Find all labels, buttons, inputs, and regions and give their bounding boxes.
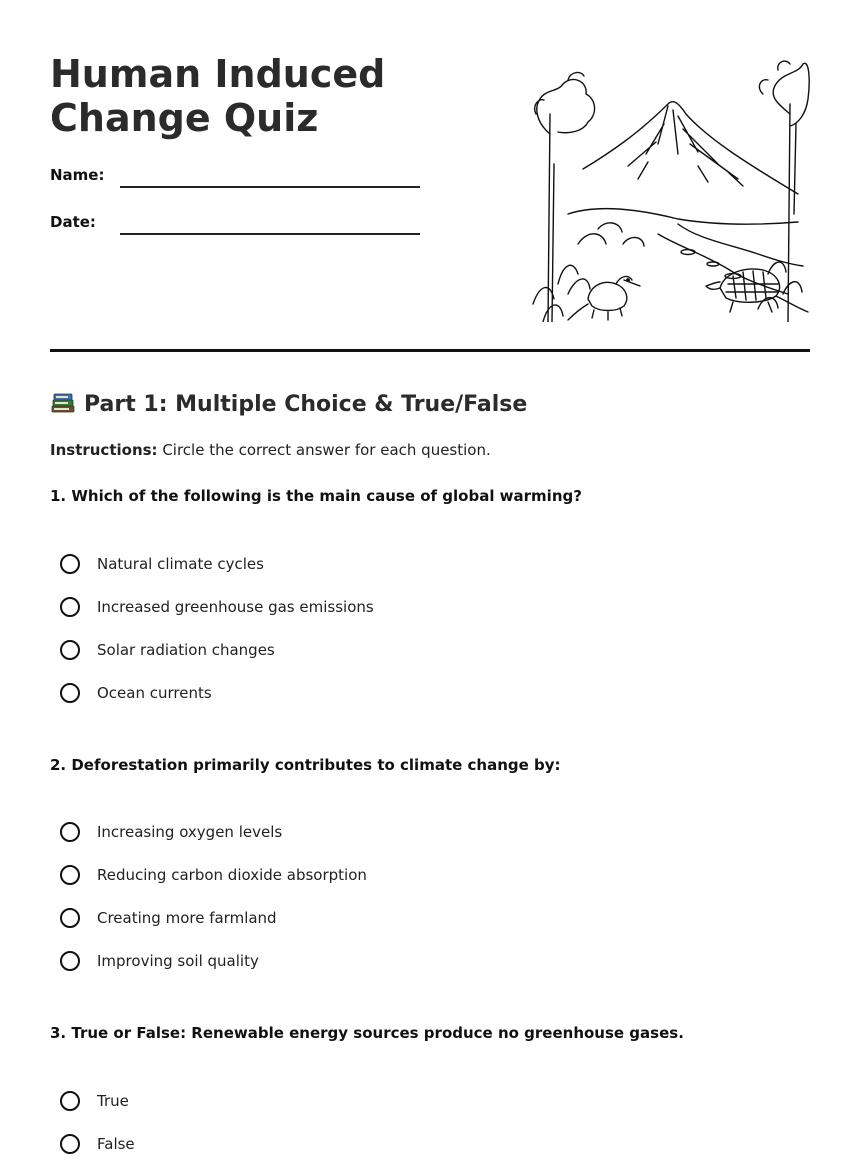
- option-label: Solar radiation changes: [97, 641, 275, 659]
- name-field[interactable]: [50, 166, 430, 192]
- instructions-label: Instructions:: [50, 441, 158, 459]
- option-label: Ocean currents: [97, 684, 212, 702]
- question-2: [50, 756, 810, 970]
- option-item[interactable]: [60, 1086, 129, 1116]
- name-label: Name:: [50, 166, 105, 184]
- question-text: 1. Which of the following is the main cause of global warming?: [50, 487, 582, 505]
- option-item[interactable]: [60, 860, 367, 890]
- radio-circle[interactable]: [60, 683, 80, 703]
- books-icon: [50, 389, 76, 415]
- option-label: False: [97, 1135, 135, 1153]
- question-text: 3. True or False: Renewable energy sources produce no greenhouse gases.: [50, 1024, 684, 1042]
- option-item[interactable]: [60, 592, 374, 622]
- date-label: Date:: [50, 213, 96, 231]
- instructions-text: Circle the correct answer for each question.: [157, 441, 491, 459]
- radio-circle[interactable]: [60, 908, 80, 928]
- radio-circle[interactable]: [60, 1091, 80, 1111]
- option-label: Natural climate cycles: [97, 555, 264, 573]
- option-item[interactable]: [60, 549, 264, 579]
- option-label: Increased greenhouse gas emissions: [97, 598, 374, 616]
- header-divider: [50, 349, 810, 352]
- radio-circle[interactable]: [60, 597, 80, 617]
- radio-circle[interactable]: [60, 1134, 80, 1154]
- quiz-header: [50, 0, 810, 417]
- radio-circle[interactable]: [60, 951, 80, 971]
- option-label: Increasing oxygen levels: [97, 823, 283, 841]
- date-underline[interactable]: [120, 233, 420, 235]
- option-item[interactable]: [60, 635, 275, 665]
- option-label: Reducing carbon dioxide absorption: [97, 866, 367, 884]
- part1-heading: [50, 389, 527, 417]
- option-label: Creating more farmland: [97, 909, 277, 927]
- radio-circle[interactable]: [60, 554, 80, 574]
- option-item[interactable]: [60, 946, 259, 976]
- radio-circle[interactable]: [60, 865, 80, 885]
- question-text: 2. Deforestation primarily contributes to climate change by:: [50, 756, 561, 774]
- name-underline[interactable]: [120, 186, 420, 188]
- option-item[interactable]: [60, 1129, 135, 1159]
- radio-circle[interactable]: [60, 640, 80, 660]
- mountain-forest-illustration: [528, 54, 810, 322]
- date-field[interactable]: [50, 213, 430, 239]
- option-label: True: [97, 1092, 129, 1110]
- instructions: [50, 441, 491, 459]
- option-item[interactable]: [60, 817, 282, 847]
- quiz-page: [50, 0, 810, 1153]
- quiz-title: Human Induced Change Quiz: [50, 52, 386, 140]
- option-item[interactable]: [60, 903, 277, 933]
- question-1: [50, 487, 810, 702]
- part1-heading-text: Part 1: Multiple Choice & True/False: [84, 392, 528, 417]
- option-item[interactable]: [60, 678, 212, 708]
- option-label: Improving soil quality: [97, 952, 259, 970]
- question-3: [50, 1024, 810, 1153]
- radio-circle[interactable]: [60, 822, 80, 842]
